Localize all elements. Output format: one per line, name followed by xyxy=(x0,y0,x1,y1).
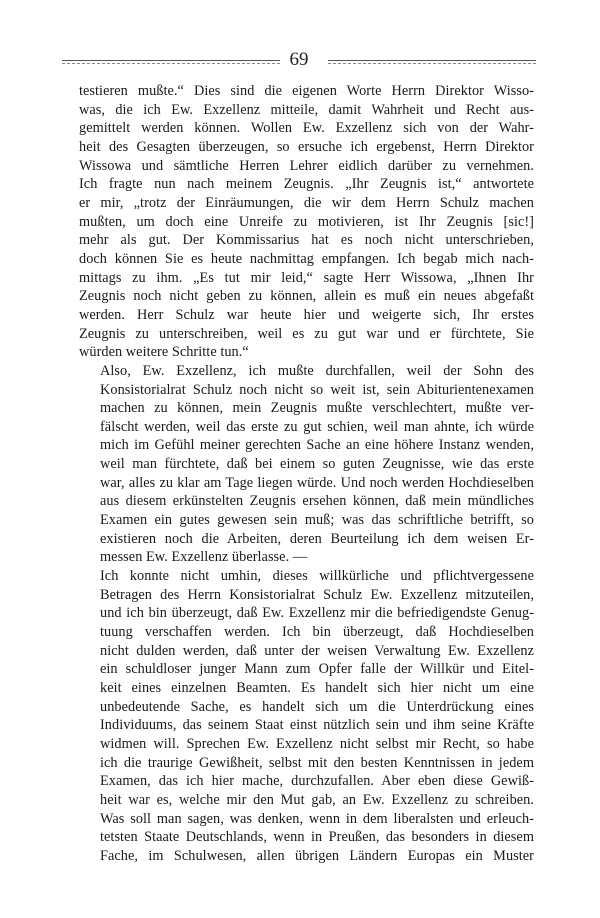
paragraph xyxy=(79,567,534,866)
header-rule-right xyxy=(328,60,536,61)
text-line: werden. Herr Schulz war heute hier und weigerte sich, Ihr erstes xyxy=(79,306,534,323)
text-line: Individuums, das seinem Staat einst nützlich sein und ihm seine Kräfte xyxy=(100,717,534,734)
text-line: was, die ich Ew. Exzellenz mitteile, damit Wahrheit und Recht aus- xyxy=(79,101,534,118)
text-line: war, alles zu klar am Tage liegen würde. Und noch werden Hochdieselben xyxy=(100,474,534,491)
text-line: keit eines einzelnen Beamten. Es handelt sich hier nicht um eine xyxy=(100,680,534,696)
text-line: Fache, im Schulwesen, allen übrigen Ländern Europas ein Muster xyxy=(100,847,534,864)
text-line: tetsten Staate Deutschlands, wenn in Preußen, das besonders in diesem xyxy=(100,829,534,846)
text-line: machen zu können, mein Zeugnis mußte verschlechtert, mußte ver- xyxy=(100,400,534,417)
text-line: doch können Sie es heute nachmittag empfangen. Ich begab mich nach- xyxy=(79,250,534,267)
text-line: Betragen des Herrn Konsistorialrat Schulz Ew. Exzellenz mitzuteilen, xyxy=(100,586,534,603)
text-line: mittags zu ihm. „Es tut mir leid,“ sagte Herr Wissowa, „Ihnen Ihr xyxy=(79,269,534,286)
text-line: tuung verschaffen werden. Ich bin überzeugt, daß Hochdieselben xyxy=(100,624,534,641)
text-line: mehr als gut. Der Kommissarius hat es noch nicht unterschrieben, xyxy=(79,232,534,249)
text-line: nicht dulden werden, daß unter der weisen Verwaltung Ew. Exzellenz xyxy=(100,642,534,659)
text-line: Examen, das ich hier mache, durchzufallen. Aber eben diese Gewiß- xyxy=(100,773,534,790)
text-line: Was soll man sagen, was denken, wenn in dem liberalsten und erleuch- xyxy=(100,810,534,827)
text-line: mich im Gefühl meiner gerechten Sache an eine höhere Instanz wenden, xyxy=(100,437,534,454)
text-line: unbedeutende Sache, es handelt sich um die Unterdrückung eines xyxy=(100,698,534,715)
text-line: existieren noch die Arbeiten, deren Beurteilung ich dem weisen Er- xyxy=(100,530,534,547)
text-line: Examen ein gutes gewesen sein muß; was das schriftliche betrifft, so xyxy=(100,512,534,529)
text-line: Also, Ew. Exzellenz, ich mußte durchfallen, weil der Sohn des xyxy=(100,362,534,379)
text-line: Wissowa und sämtliche Herren Lehrer eidlich darüber zu vernehmen. xyxy=(79,157,534,174)
text-line: testieren mußte.“ Dies sind die eigenen Worte Herrn Direktor Wisso- xyxy=(79,83,534,99)
text-line: Zeugnis zu unterschreiben, weil es zu gut war und er fürchtete, Sie xyxy=(79,325,534,342)
text-line: ein schuldloser junger Mann zum Opfer falle der Willkür und Eitel- xyxy=(100,661,534,678)
text-line: Ich fragte nun nach meinem Zeugnis. „Ihr Zeugnis ist,“ antwortete xyxy=(79,176,534,193)
text-line: messen Ew. Exzellenz überlasse. — xyxy=(100,549,308,566)
paragraph xyxy=(79,82,534,362)
text-line: gemittelt werden können. Wollen Ew. Exzellenz sich von der Wahr- xyxy=(79,120,534,137)
text-line: Konsistorialrat Schulz noch nicht so weit ist, sein Abiturientenexamen xyxy=(100,381,534,398)
text-line: und ich bin überzeugt, daß Ew. Exzellenz mir die befriedigendste Genug- xyxy=(100,605,534,622)
text-line: mußten, um doch eine Unreife zu motivieren, ist Ihr Zeugnis [sic!] xyxy=(79,213,534,230)
text-line: Ich konnte nicht umhin, dieses willkürliche und pflichtvergessene xyxy=(100,568,534,585)
text-line: ich die traurige Gewißheit, selbst mit den besten Kenntnissen in jedem xyxy=(100,754,534,771)
text-line: heit war es, welche mir den Mut gab, an Ew. Exzellenz zu schreiben. xyxy=(100,791,534,808)
text-line: aus diesem erkünstelten Zeugnis ersehen können, daß mein mündliches xyxy=(100,493,534,510)
page-header xyxy=(62,47,536,77)
text-line: fälscht werden, weil das erste zu gut schien, weil man ahnte, ich würde xyxy=(100,418,534,435)
text-line: Zeugnis noch nicht geben zu können, allein es muß ein neues abgefaßt xyxy=(79,288,534,305)
text-line: würden weitere Schritte tun.“ xyxy=(79,344,249,361)
page-number: 69 xyxy=(289,49,309,70)
text-line: weil man fürchtete, daß bei einem so guten Zeugnisse, wie das erste xyxy=(100,456,534,473)
body-text xyxy=(79,82,534,866)
text-line: heit des Gesagten überzeugen, so ersuche ich ergebenst, Herrn Direktor xyxy=(79,138,534,155)
text-line: widmen will. Sprechen Ew. Exzellenz nicht selbst mir Recht, so habe xyxy=(100,735,534,752)
text-line: er mir, „trotz der Einräumungen, die wir dem Herrn Schulz machen xyxy=(79,194,534,211)
paragraph xyxy=(79,362,534,567)
